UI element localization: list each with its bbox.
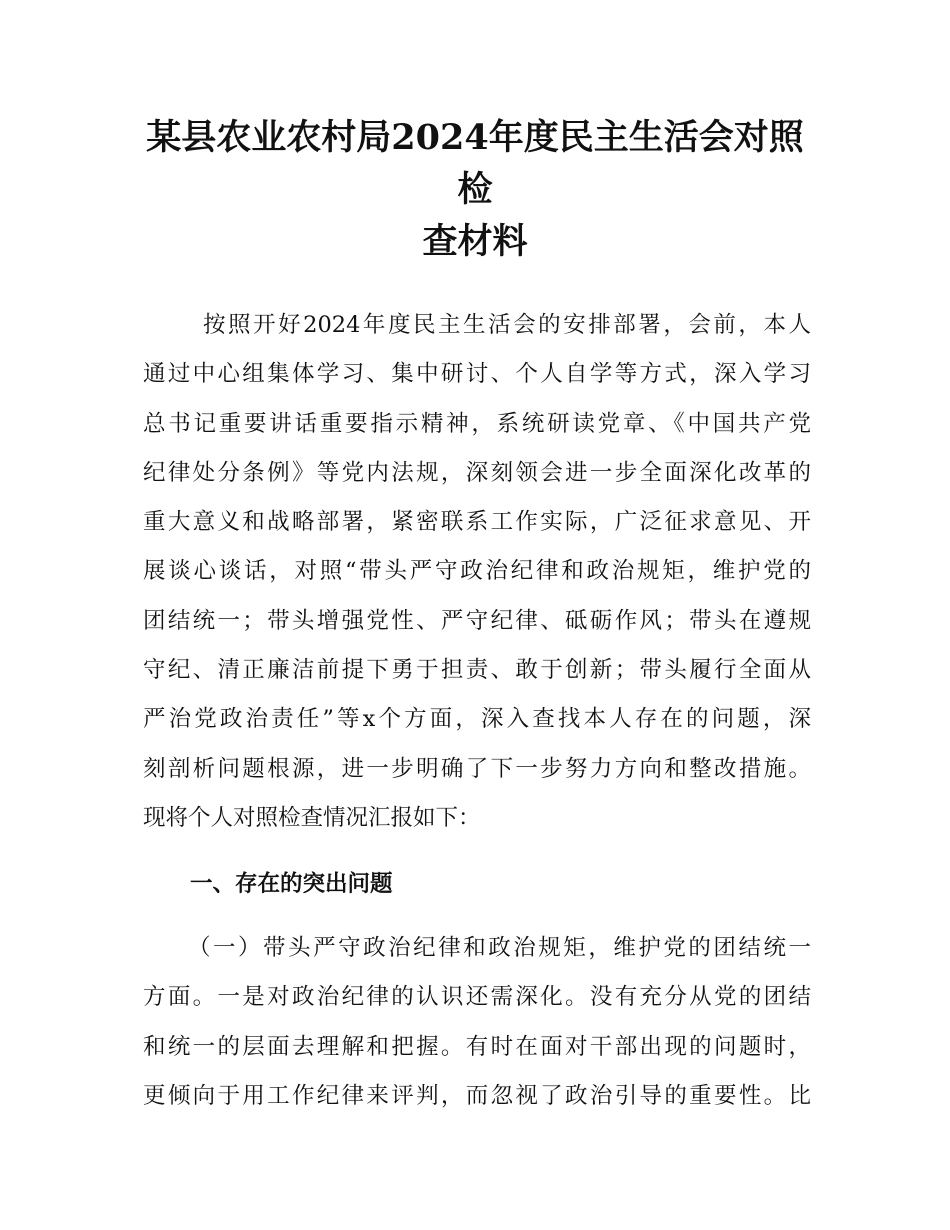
intro-line-11: 现将个人对照检查情况汇报如下：: [143, 804, 481, 831]
title-line-2: 查材料: [422, 221, 528, 262]
intro-line-4: 纪律处分条例》等党内法规，深刻领会进一步全面深化改革的: [143, 459, 811, 486]
section-line-1: （一）带头严守政治纪律和政治规矩，维护党的团结统一: [188, 935, 811, 961]
intro-paragraph: [143, 301, 811, 843]
section-line-2: 方面。一是对政治纪律的认识还需深化。没有充分从党的团结: [143, 984, 811, 1011]
section-paragraph: [143, 924, 811, 1121]
section-line-4: 更倾向于用工作纪律来评判，而忽视了政治引导的重要性。比: [143, 1082, 811, 1109]
intro-line-3: 总书记重要讲话重要指示精神，系统研读党章、《中国共产党: [143, 410, 811, 437]
section-line-3: 和统一的层面去理解和把握。有时在面对干部出现的问题时，: [143, 1033, 811, 1060]
title-line-1: 某县农业农村局2024年度民主生活会对照检: [146, 117, 804, 210]
section-heading: 一、存在的突出问题: [190, 871, 393, 897]
intro-line-5: 重大意义和战略部署，紧密联系工作实际，广泛征求意见、开: [143, 509, 811, 536]
intro-line-1: 按照开好2024年度民主生活会的安排部署，会前，本人: [203, 312, 811, 338]
intro-line-2: 通过中心组集体学习、集中研讨、个人自学等方式，深入学习: [143, 361, 811, 388]
document-title: [130, 112, 820, 268]
intro-line-6: 展谈心谈话，对照“带头严守政治纪律和政治规矩，维护党的: [143, 558, 811, 585]
intro-line-9: 严治党政治责任”等x个方面，深入查找本人存在的问题，深: [143, 706, 811, 733]
intro-line-10: 刻剖析问题根源，进一步明确了下一步努力方向和整改措施。: [143, 755, 811, 782]
intro-line-8: 守纪、清正廉洁前提下勇于担责、敢于创新；带头履行全面从: [143, 657, 811, 684]
intro-line-7: 团结统一；带头增强党性、严守纪律、砥砺作风；带头在遵规: [143, 607, 811, 634]
